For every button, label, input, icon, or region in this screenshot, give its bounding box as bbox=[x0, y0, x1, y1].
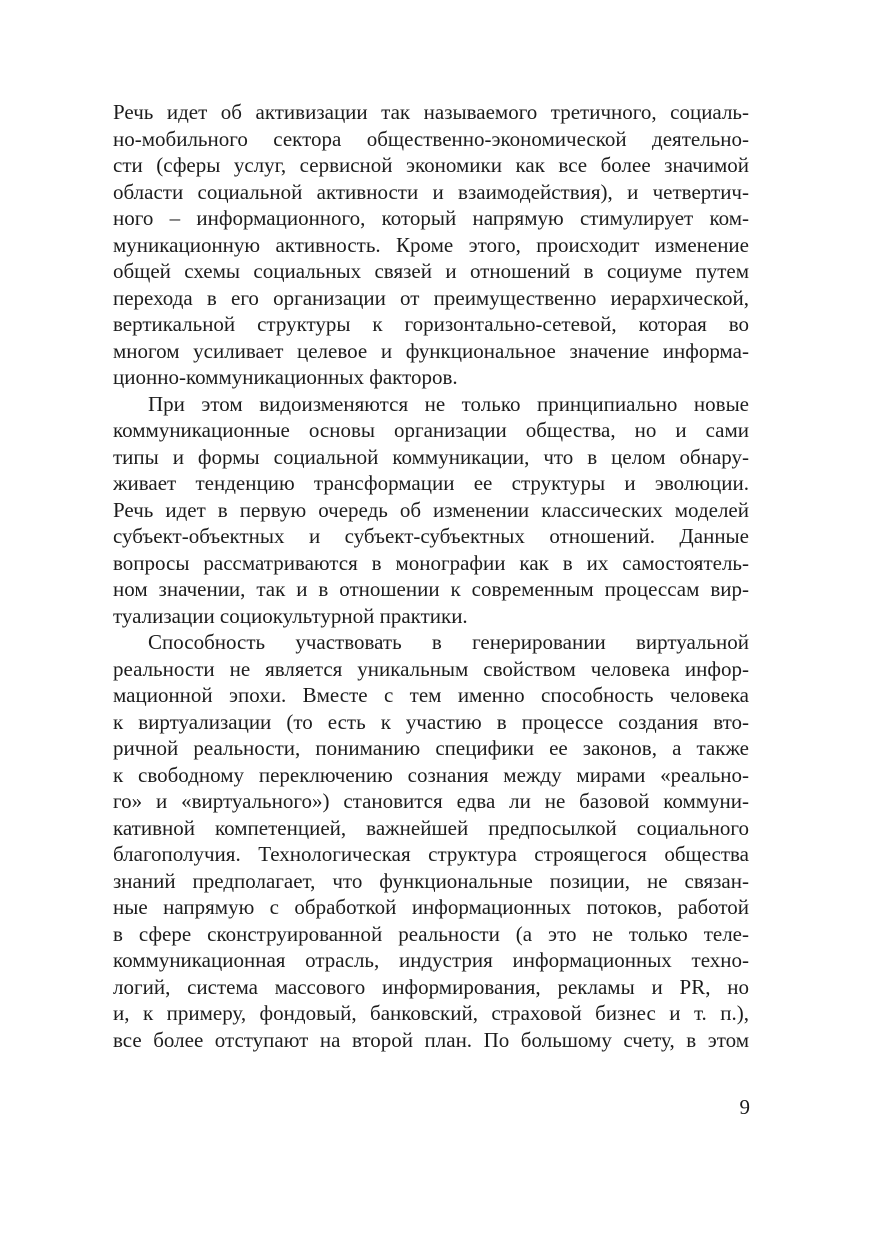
text-line: логий, система массового информирования, рекламы и PR, но bbox=[113, 974, 749, 999]
text-line: муникационную активность. Кроме этого, происходит изменение bbox=[113, 232, 749, 257]
paragraph-3 bbox=[113, 629, 749, 1053]
text-line: субъект-объектных и субъект-субъектных отношений. Данные bbox=[113, 524, 749, 548]
text-line: Способность участвовать в генерировании виртуальной bbox=[148, 630, 749, 654]
text-line: в сфере сконструированной реальности (а это не только теле- bbox=[113, 921, 749, 946]
text-line: ричной реальности, пониманию специфики ее законов, а также bbox=[113, 736, 749, 760]
text-line: го» и «виртуального») становится едва ли не базовой коммуни- bbox=[113, 789, 749, 813]
text-line: знаний предполагает, что функциональные позиции, не связан- bbox=[113, 868, 749, 893]
text-line: все более отступают на второй план. По большому счету, в этом bbox=[113, 1027, 749, 1052]
text-line: живает тенденцию трансформации ее структуры и эволюции. bbox=[113, 471, 749, 495]
text-line: благополучия. Технологическая структура строящегося общества bbox=[113, 842, 749, 866]
text-line: сти (сферы услуг, сервисной экономики как все более значимой bbox=[113, 153, 749, 177]
text-line: типы и формы социальной коммуникации, что в целом обнару- bbox=[113, 444, 749, 469]
text-line: кативной компетенцией, важнейшей предпосылкой социального bbox=[113, 815, 749, 840]
body-text bbox=[113, 99, 749, 1053]
text-line: реальности не является уникальным свойством человека инфор- bbox=[113, 656, 749, 681]
text-line: При этом видоизменяются не только принципиально новые bbox=[148, 391, 749, 416]
text-line: туализации социокультурной практики. bbox=[113, 603, 468, 628]
text-line: вопросы рассматриваются в монографии как в их самостоятель- bbox=[113, 550, 749, 575]
text-line: к свободному переключению сознания между мирами «реально- bbox=[113, 762, 749, 787]
text-line: и, к примеру, фондовый, банковский, страховой бизнес и т. п.), bbox=[113, 1001, 749, 1025]
text-line: ные напрямую с обработкой информационных потоков, работой bbox=[113, 895, 749, 919]
text-line: Речь идет в первую очередь об изменении классических моделей bbox=[113, 497, 749, 522]
text-line: ном значении, так и в отношении к современным процессам вир- bbox=[113, 577, 749, 601]
text-line: коммуникационная отрасль, индустрия информационных техно- bbox=[113, 948, 749, 972]
text-line: коммуникационные основы организации общества, но и сами bbox=[113, 418, 749, 442]
text-line: области социальной активности и взаимодействия), и четвертич- bbox=[113, 179, 749, 204]
text-line: перехода в его организации от преимущественно иерархической, bbox=[113, 285, 749, 310]
text-line: многом усиливает целевое и функциональное значение информа- bbox=[113, 338, 749, 363]
text-line: вертикальной структуры к горизонтально-сетевой, которая во bbox=[113, 312, 749, 336]
page-number: 9 bbox=[739, 1095, 750, 1119]
text-line: мационной эпохи. Вместе с тем именно способность человека bbox=[113, 683, 749, 707]
text-line: Речь идет об активизации так называемого третичного, социаль- bbox=[113, 100, 749, 124]
text-line: ного – информационного, который напрямую стимулирует ком- bbox=[113, 206, 749, 230]
text-line: но-мобильного сектора общественно-экономической деятельно- bbox=[113, 126, 749, 151]
paragraph-1 bbox=[113, 99, 749, 391]
text-line: к виртуализации (то есть к участию в процессе создания вто- bbox=[113, 709, 749, 734]
paragraph-2 bbox=[113, 391, 749, 630]
text-line: общей схемы социальных связей и отношений в социуме путем bbox=[113, 259, 749, 283]
text-line: ционно-коммуникационных факторов. bbox=[113, 365, 458, 389]
